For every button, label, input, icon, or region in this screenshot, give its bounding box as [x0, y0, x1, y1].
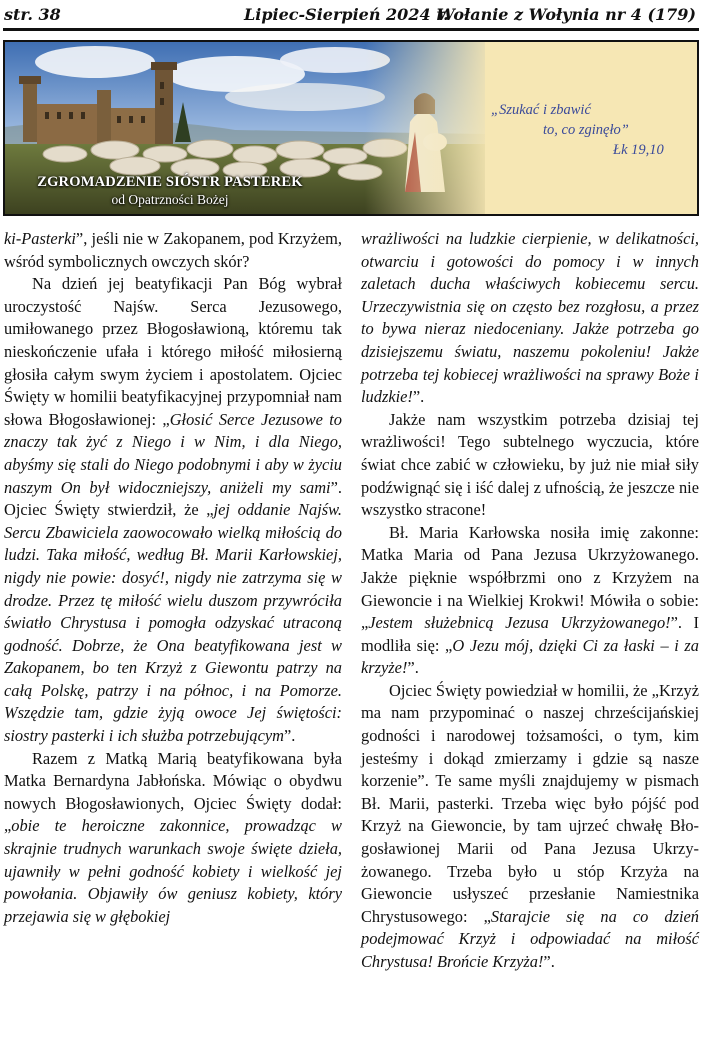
congregation-name-line2: od Opatrzności Bożej — [111, 192, 229, 207]
bible-quote — [487, 100, 697, 160]
paragraph: Jakże nam wszystkim potrzeba dzisiaj tej wrażliwości! Tego subtelnego wyczucia, które świat chce zabić w człowieku, by już nie miał siły podźwignąć się i iść dalej z ufnością, że jeszcze nie wszystko stracone! — [361, 409, 699, 520]
quote-reference: Łk 19,10 — [613, 142, 664, 158]
congregation-name-line1: ZGROMADZENIE SIÓSTR PASTEREK — [37, 174, 303, 190]
article-column-right — [361, 228, 699, 974]
paragraph: wrażliwości na ludzkie cierpienie, w delikatności, otwarciu i gotowości do pomocy i w innych zaletach ducha właściwych kobiecemu sercu. Urzeczywistnia się on często bez rozgłosu, a przez to bywa nieraz niedoceniany. Jakże potrzeba go dzisiejszemu światu, naszemu pokoleniu! Jakże potrzeba tej kobiecej wrażliwości na sprawy Boże i ludzkie!”. — [361, 229, 699, 407]
header-rule — [3, 28, 699, 31]
quote-line: „Szukać i zbawić — [491, 102, 591, 118]
page-number: str. 38 — [4, 5, 61, 24]
article-column-left — [4, 228, 342, 928]
issue-date: Lipiec-Sierpień 2024 r. — [244, 5, 449, 24]
quote-line: to, co zginęło” — [543, 122, 629, 138]
paragraph: ki-Pasterki”, jeśli nie w Zakopanem, pod Krzyżem, wśród symbolicznych owczych skór? — [4, 229, 342, 271]
paragraph: Ojciec Święty powiedział w homilii, że „Krzyż ma nam przypominać o naszej chrześcijańskiej godności i narodowej tożsamości, o tym, kim jesteśmy i dokąd zmierzamy i gdzie są nasze korzenie”. Te same myśli znajdujemy w pismach Bł. Marii, pasterki. Trzeba więc było pójść pod Krzyż na Giewoncie, by tam ujrzeć chwałę Błogosławionej Marii od Pana Jezusa Ukrzyżowanego. Trzeba było u stóp Krzyża na Giewoncie usłyszeć przesłanie Namiestnika Chrystusowego: „Starajcie się na co dzień podejmować Krzyż i odpowiadać na miłość Chrystusa! Brońcie Krzyża!”. — [361, 680, 699, 971]
page-header — [0, 0, 702, 30]
magazine-title: Wołanie z Wołynia nr 4 (179) — [436, 5, 696, 24]
paragraph: Bł. Maria Karłowska nosiła imię zakonne: Matka Maria od Pana Jezusa Ukrzyżowanego. Jakże pięknie współbrzmi ono z Krzyżem na Giewoncie i na Wielkiej Krokwi! Mówiła o sobie: „Jestem służebnicą Jezusa Ukrzyżowanego!”. I modliła się: „O Jezu mój, dzięki Ci za łaski – i za krzyże!”. — [361, 522, 699, 678]
congregation-banner — [3, 40, 699, 216]
congregation-name — [5, 174, 335, 208]
paragraph: Na dzień jej beatyfikacji Pan Bóg wybrał uroczystość Najśw. Serca Jezusowego, umiłowanego przez Błogosławioną, któremu tak nieskończenie ufała i którego miłość miłosierną głosiła całym swym życiem i apostolatem. Ojciec Święty w homilii beatyfikacyjnej przypomniał nam słowa Błogosławionej: „Głosić Serce Jezusowe to znaczy tak żyć z Niego i w Nim, i dla Niego, abyśmy się stali do Niego podobnymi i aby w życiu naszym On był widoczniejszy, aniżeli my sami”. Ojciec Święty stwierdził, że „jej oddanie Najśw. Sercu Zbawiciela zaowocowało wielką miłością do ludzi. Taka miłość, według Bł. Marii Karłowskiej, nigdy nie powie: dosyć!, nigdy nie zatrzyma się w drodze. Przez tę miłość wielu duszom przywróciła światło Chrystusa i pomogła odzyskać utraconą godność. Dobrze, że Ona beatyfikowana jest w Zakopanem, bo ten Krzyż z Giewontu patrzy na całą Polskę, patrzy i na północ, i na Pomorze. Wszędzie tam, gdzie żyją owoce Jej świętości: siostry pasterki i ich służba potrzebującym”. — [4, 274, 343, 746]
paragraph: Razem z Matką Marią beatyfikowana była Matka Bernardyna Jabłońska. Mówiąc o obydwu nowych Błogosławionych, Ojciec Święty dodał: „obie te heroiczne zakonnice, prowadząc w skrajnie trudnych warunkach swoje święte dzieła, ujawniły w pełni godność kobiety i wielkość jej powołania. Objawiły ów geniusz kobiety, który przejawia się w głębokiej — [4, 748, 342, 926]
